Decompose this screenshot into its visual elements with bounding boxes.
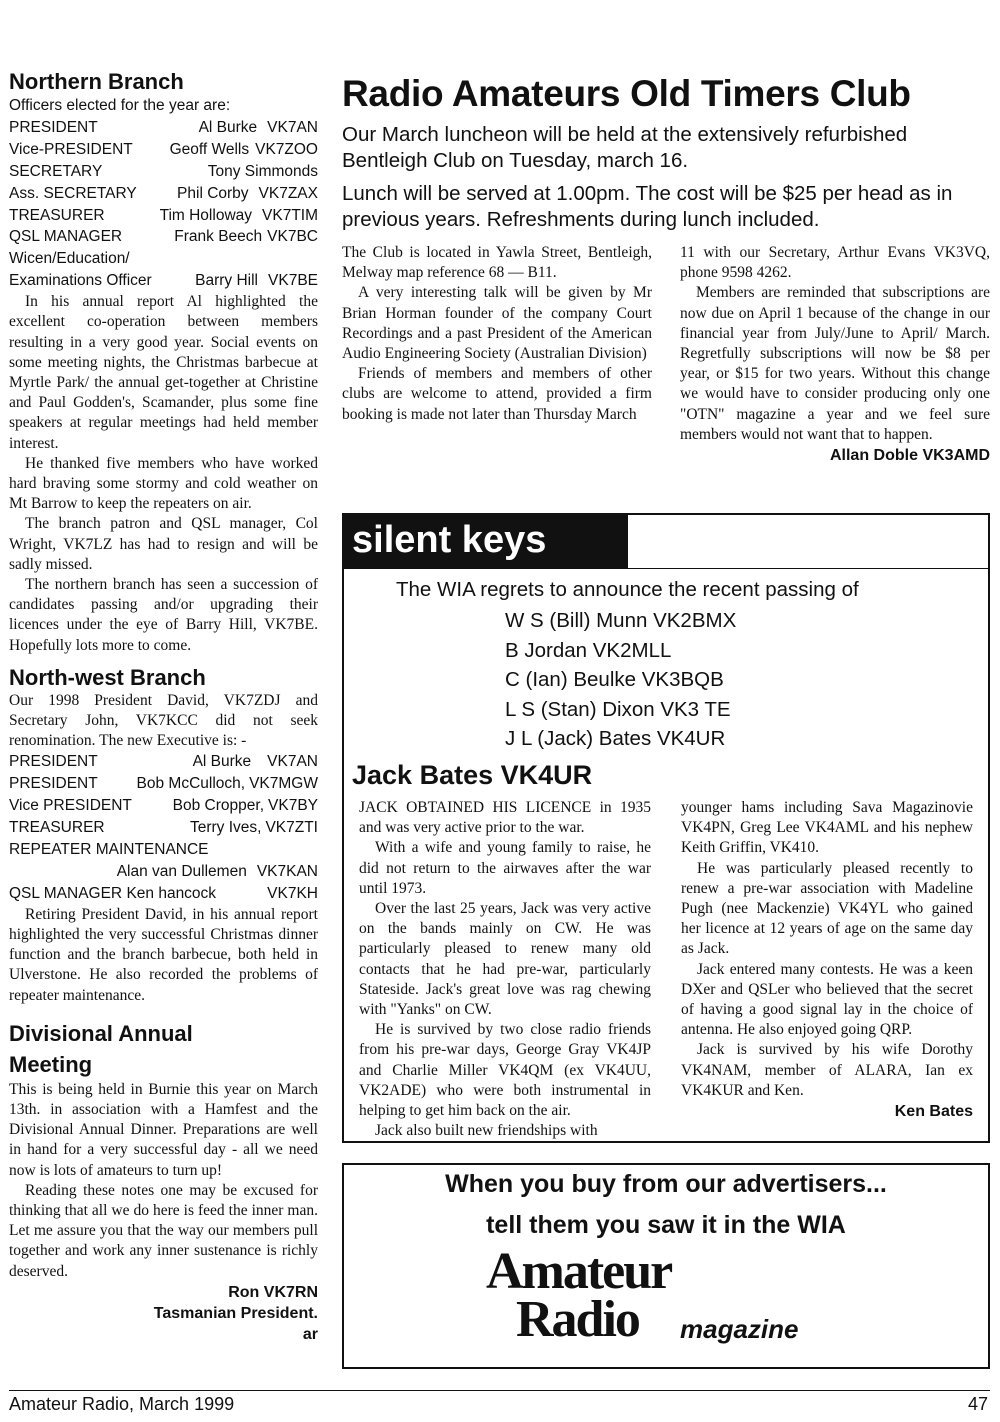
amateur-radio-logo: Amateur Radio (486, 1243, 672, 1348)
northern-paragraph: The branch patron and QSL manager, Col Wright, VK7LZ has had to resign and will be sadly missed. (9, 515, 318, 573)
northwest-branch-heading: North-west Branch (9, 664, 206, 690)
officer-row: PRESIDENT Al Burke VK7AN (9, 753, 318, 771)
page-number: 47 (967, 1394, 988, 1414)
divisional-paragraph: Reading these notes one may be excused for thinking that all we do here is feed the inner man. Let me assure you that the way our members pull together and work any inner sustenance is richly deserved. (9, 1181, 318, 1280)
otc-column: 11 with our Secretary, Arthur Evans VK3VQ, phone 9598 4262. Members are reminded that subscriptions are now due on April 1 because of the change in our financial year from July/June to April/ March. Regretfully subscriptions will now be $8 per year, or $15 for two years. Without this change we would have to consider producing only one "OTN" magazine a year and we feel sure members would not want that to happen. Allan Doble VK3AMD (680, 244, 990, 465)
northern-officers (9, 95, 318, 292)
officer-row: TREASURER Tim Holloway VK7TIM (9, 206, 318, 224)
northern-intro: Officers elected for the year are: (9, 97, 231, 114)
northwest-intro: Our 1998 President David, VK7ZDJ and Secretary John, VK7KCC did not seek renomination. The new Executive is: - (9, 691, 318, 750)
left-column (9, 68, 318, 1345)
northern-paragraph: He thanked five members who have worked hard braving some stormy and cold weather on Mt Barrow to keep the repeaters on air. (9, 454, 318, 513)
list-item: J L (Jack) Bates VK4UR (505, 727, 726, 750)
otc-column: The Club is located in Yawla Street, Bentleigh, Melway map reference 68 — B11. A very interesting talk will be given by Mr Brian Horman founder of the company Court Recordings and a past President of the American Audio Engineering Society (Australian Division) Friends of members and members of other clubs are welcome to attend, provided a firm booking is made not later than Thursday March (342, 244, 652, 423)
footer-publication: Amateur Radio, March 1999 (9, 1394, 235, 1414)
divider (344, 568, 988, 569)
jack-bates-heading: Jack Bates VK4UR (352, 760, 593, 790)
otc-intro: Our March luncheon will be held at the extensively refurbished Bentleigh Club on Tuesday, march 16. (342, 123, 908, 172)
officer-row: Alan van Dullemen VK7KAN (116, 862, 318, 880)
otc-title: Radio Amateurs Old Timers Club (342, 73, 911, 114)
northwest-officers (9, 751, 318, 904)
officer-row: Ass. SECRETARY Phil Corby VK7ZAX (9, 184, 318, 202)
silent-keys-names (505, 606, 736, 754)
silent-keys-banner: silent keys (342, 513, 628, 568)
otc-signature: Allan Doble VK3AMD (829, 447, 990, 465)
officer-row: Vice PRESIDENT Bob Cropper, VK7BY (9, 797, 318, 815)
logo-magazine-word: magazine (680, 1314, 799, 1344)
officer-row: Examinations Officer Barry Hill VK7BE (9, 272, 318, 290)
officer-row: QSL MANAGER Frank Beech VK7BC (9, 228, 318, 246)
officer-row: TREASURER Terry Ives, VK7ZTI (9, 819, 318, 837)
silent-keys-announcement: The WIA regrets to announce the recent passing of (396, 578, 859, 601)
jack-column: JACK OBTAINED HIS LICENCE in 1935 and was very active prior to the war. With a wife and young family to raise, he did not return to the airwaves after the war until 1973. Over the last 25 years, Jack was very active on the bands mainly on CW. He was particularly pleased to renew many old contacts that he had pre-war, particularly Stateside. Jack's great love was rag chewing with "Yanks" on CW. He is survived by two close radio friends from his pre-war days, George Gray VK4JP and Charlie Miller VK4QM (ex VK4UU, VK2ADE) who were both instrumental in helping to get him back on the air. Jack also built new friendships with (359, 799, 651, 1140)
old-timers-club-article (342, 72, 990, 466)
officer-row: PRESIDENT Al Burke VK7AN (9, 118, 318, 136)
otc-intro: Lunch will be served at 1.00pm. The cost will be $25 per head as in previous years. Refreshments during lunch included. (342, 182, 953, 231)
jack-bates-columns (359, 798, 973, 1141)
list-item: B Jordan VK2MLL (505, 638, 672, 662)
otc-columns (342, 243, 990, 466)
list-item: L S (Stan) Dixon VK3 TE (505, 697, 731, 721)
northwest-paragraph: Retiring President David, in his annual report highlighted the very successful Christmas dinner function and the branch barbecue, both held in Ulverstone. He also recorded the problems of repeater maintenance. (9, 905, 318, 1004)
officer-row: PRESIDENT Bob McCulloch, VK7MGW (9, 775, 318, 793)
northern-paragraph: In his annual report Al highlighted the excellent co-operation between members resulting in a very good year. Social events on some meeting nights, the Christmas barbecue at Myrtle Park/ the annual get-together at Christine and Paul Godden's, Scamander, plus some fine speakers at regular meetings had held member interest. (9, 293, 318, 452)
divisional-paragraph: This is being held in Burnie this year on March 13th. in association with a Hamfest and the Divisional Annual Dinner. Preparations are well in hand for a very successful day - all we need now is lots of amateurs to turn up! (9, 1080, 318, 1179)
officer-row: Vice-PRESIDENT Geoff Wells VK7ZOO (9, 140, 318, 158)
jack-column: younger hams including Sava Magazinovie VK4PN, Greg Lee VK4AML and his nephew Keith Griffin, VK410. He was particularly pleased recently to renew a pre-war association with Madeline Pugh (nee Mackenzie) VK4YL who gained her licence at 12 years of age on the same day as Jack. Jack entered many contests. He was a keen DXer and QSLer who believed that the secret of having a good signal lay in the choice of antenna. He also enjoyed going QRP. Jack is survived by his wife Dorothy VK4NAM, member of ALARA, Ian ex VK4KUR and Ken. Ken Bates (681, 799, 973, 1121)
officer-row: SECRETARY Tony Simmonds (9, 162, 318, 180)
northern-paragraph: The northern branch has seen a succession of candidates passing and/or upgrading their licences under the eye of Barry Hill, VK7BE. Hopefully lots more to come. (9, 576, 318, 654)
officer-row: Wicen/Education/ (9, 250, 130, 268)
divisional-heading: Divisional Annual Meeting (9, 1020, 193, 1077)
jack-signature: Ken Bates (894, 1103, 973, 1121)
footer-rule (9, 1390, 990, 1391)
advert-line-2: tell them you saw it in the WIA (486, 1211, 846, 1239)
list-item: W S (Bill) Munn VK2BMX (505, 609, 737, 632)
divisional-signature: Ron VK7RN Tasmanian President. ar (153, 1283, 318, 1343)
northern-branch-heading: Northern Branch (9, 69, 184, 94)
advert-line-1: When you buy from our advertisers... (445, 1170, 887, 1198)
officer-row: REPEATER MAINTENANCE (9, 841, 209, 859)
officer-row: QSL MANAGER Ken hancock VK7KH (9, 884, 318, 902)
list-item: C (Ian) Beulke VK3BQB (505, 668, 724, 691)
